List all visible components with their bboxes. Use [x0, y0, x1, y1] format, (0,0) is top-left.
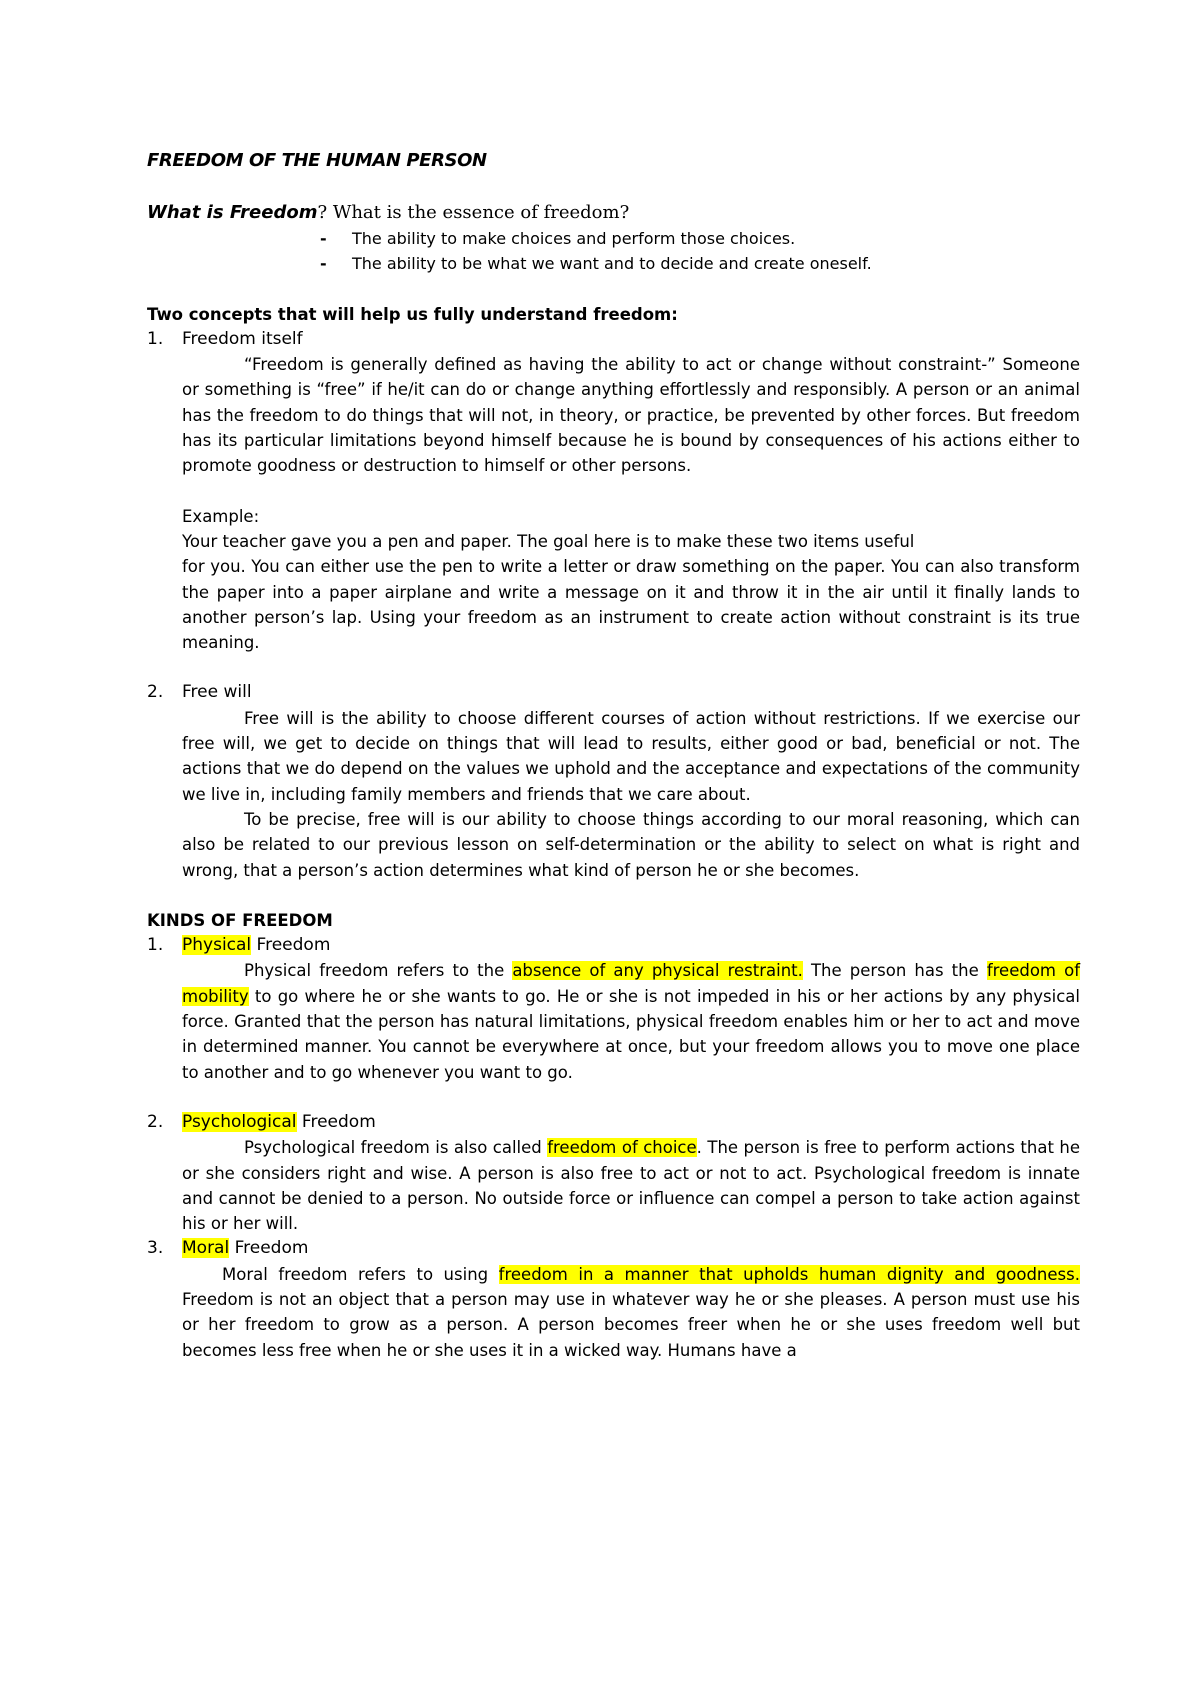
highlighted-phrase: freedom of mobility [182, 961, 1080, 1006]
spacer [147, 1085, 1080, 1110]
kind-item-moral [147, 1236, 1080, 1261]
highlighted-term: Physical [182, 935, 252, 956]
moral-freedom-paragraph [182, 1262, 1080, 1363]
definition-text: The ability to be what we want and to decide and create oneself. [352, 254, 872, 274]
spacer [147, 479, 1080, 504]
highlighted-phrase: absence of any physical restraint. [512, 961, 803, 981]
document-title: FREEDOM OF THE HUMAN PERSON [147, 150, 487, 171]
example-first-line: Your teacher gave you a pen and paper. The goal here is to make these two items useful [182, 531, 915, 551]
definition-list [147, 226, 1080, 277]
item-number: 2. [147, 682, 164, 703]
definition-item [314, 251, 1080, 276]
highlighted-term: Moral [182, 1238, 230, 1259]
kinds-heading: KINDS OF FREEDOM [147, 910, 333, 930]
text-run: Psychological freedom is also called [244, 1138, 548, 1158]
item-number: 1. [147, 328, 164, 349]
spacer [147, 655, 1080, 680]
concept-title: Free will [182, 682, 252, 703]
text-run: The person has the [802, 961, 987, 981]
concepts-heading: Two concepts that will help us fully understand freedom: [147, 304, 678, 324]
text-run: Moral freedom refers to using [222, 1264, 499, 1284]
question-rest: ? What is the essence of freedom? [317, 202, 630, 223]
spacer [147, 883, 1080, 908]
example-paragraph: for you. You can either use the pen to write a letter or draw something on the paper. You can also transform the paper into a paper airplane and write a message on it and throw it in the air until it finally lands to another person’s lap. Using your freedom as an instrument to create action without constraint is its true meaning. [182, 557, 1080, 653]
highlighted-term: Psychological [182, 1111, 297, 1132]
dash-bullet-icon: - [320, 254, 327, 274]
kind-title-rest: Freedom [229, 1238, 309, 1259]
dash-bullet-icon: - [320, 229, 327, 248]
psychological-freedom-paragraph [182, 1135, 1080, 1236]
concept-paragraph: “Freedom is generally defined as having the ability to act or change without constraint-” Someone or something is “free” if he/it can do or change anything effortlessly and responsibly. A person or an animal has the freedom to do things that will not, in theory, or practice, be prevented by other forces. But freedom has its particular limitations beyond himself because he is bound by consequences of his actions either to promote goodness or destruction to himself or other persons. [182, 355, 1080, 476]
text-run: Freedom is not an object that a person may use in whatever way he or she pleases. A person must use his or her freedom to grow as a person. A person becomes freer when he or she uses freedom well but becomes less free when he or she uses it in a wicked way. Humans have a [182, 1289, 1080, 1360]
concept-item-free-will [147, 680, 1080, 705]
item-number: 3. [147, 1238, 164, 1259]
essence-question [147, 200, 1080, 226]
free-will-paragraph-2: To be precise, free will is our ability to choose things according to our moral reasoning, which can also be related to our previous lesson on self-determination or the ability to select on what is right and wrong, that a person’s action determines what kind of person he or she becomes. [182, 809, 1080, 880]
spacer [147, 277, 1080, 302]
item-number: 1. [147, 935, 164, 956]
highlighted-phrase: freedom in a manner that upholds human dignity and goodness. [498, 1264, 1080, 1284]
concept-item-freedom-itself [147, 327, 1080, 352]
example-label: Example: [182, 506, 260, 526]
kind-item-psychological [147, 1110, 1080, 1135]
highlighted-phrase: freedom of choice [547, 1138, 697, 1158]
kind-title-rest: Freedom [251, 935, 331, 956]
kind-item-physical [147, 933, 1080, 958]
question-bold-part: What is Freedom [147, 202, 318, 223]
physical-freedom-paragraph [182, 958, 1080, 1084]
kind-title-rest: Freedom [296, 1111, 376, 1132]
free-will-paragraph-1: Free will is the ability to choose different courses of action without restrictions. If we exercise our free will, we get to decide on things that will lead to results, either good or bad, beneficial or not. The actions that we do depend on the values we uphold and the acceptance and expectations of the community we live in, including family members and friends that we care about. [182, 708, 1080, 804]
text-run: to go where he or she wants to go. He or she is not impeded in his or her actions by any physical force. Granted that the person has natural limitations, physical freedom enables him or her to act and move in determined manner. You cannot be everywhere at once, but your freedom allows you to move one place to another and to go whenever you want to go. [182, 986, 1080, 1082]
text-run: . The person is free to perform actions that he or she considers right and wise. A person is also free to act or not to act. Psychological freedom is innate and cannot be denied to a person. No outside force or influence can compel a person to take action against his or her will. [182, 1138, 1081, 1234]
definition-item [314, 226, 1080, 251]
definition-text: The ability to make choices and perform those choices. [352, 229, 796, 248]
text-run: Physical freedom refers to the [244, 961, 513, 981]
item-number: 2. [147, 1111, 164, 1132]
concept-title: Freedom itself [182, 328, 303, 349]
